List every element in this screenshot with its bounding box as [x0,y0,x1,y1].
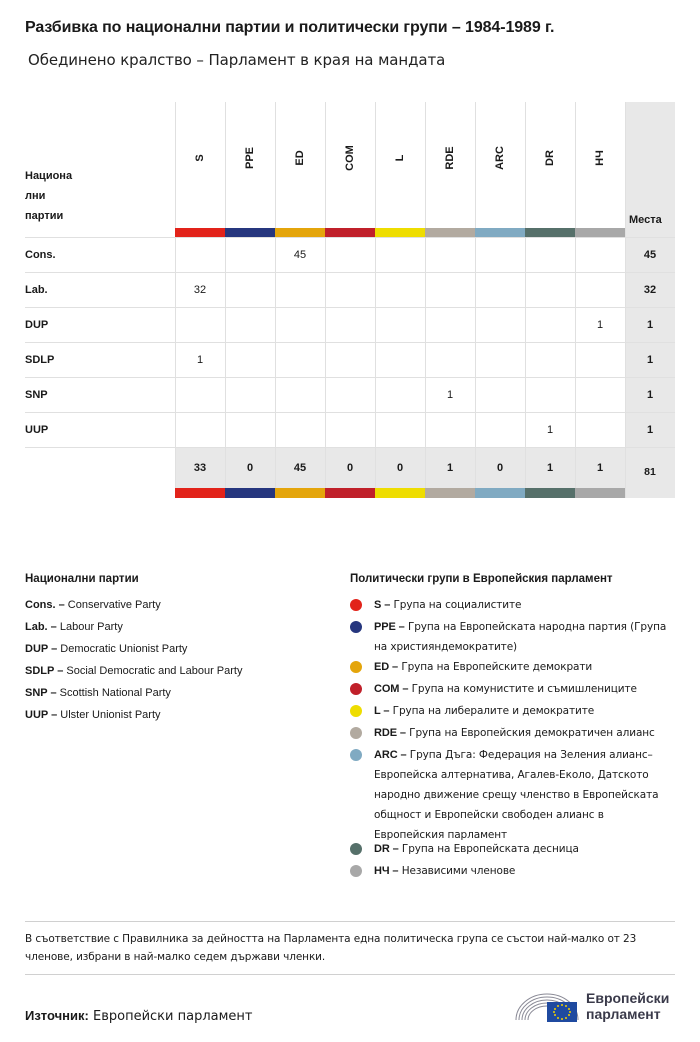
group-header-label: ARC [494,146,506,170]
row-party-label: SDLP [25,354,55,366]
political-group-name: Група на комунистите и съмишлениците [411,683,637,695]
political-group-code: PPE – [374,621,405,633]
group-header-label: ED [294,150,306,166]
group-header-label: PPE [244,147,256,170]
group-header-label: DR [544,150,556,166]
political-group-code: S – [374,599,391,611]
national-party-name: Democratic Unionist Party [60,643,188,655]
national-party-code: SDLP – [25,665,64,677]
column-divider [175,102,176,498]
group-color-dot [350,749,362,761]
grand-total: 81 [644,466,656,478]
row-total: 1 [646,389,654,401]
political-group-code: ARC – [374,749,407,761]
political-group-code: ED – [374,661,399,673]
group-color-bar [225,488,275,498]
total-column-header: Места [629,214,662,226]
row-total: 1 [646,424,654,436]
national-party-item [25,643,187,655]
national-party-code: Lab. – [25,621,57,633]
political-group-text [374,861,676,881]
table-cell: 45 [293,249,307,261]
political-group-code: L – [374,705,390,717]
national-party-item [25,665,242,677]
row-total: 45 [643,249,657,261]
party-header-line: Национа [25,170,73,182]
column-divider [525,102,526,498]
group-header-label: НЧ [594,150,606,166]
row-divider [25,412,675,413]
political-group-text [374,745,676,845]
national-party-code: SNP – [25,687,57,699]
national-party-name: Labour Party [59,621,123,633]
group-color-dot [350,727,362,739]
column-divider [325,102,326,498]
national-party-name: Scottish National Party [59,687,171,699]
column-divider [225,102,226,498]
political-group-text [374,839,676,859]
political-groups-title: Политически групи в Европейския парламент [350,573,613,585]
group-color-bar [375,488,425,498]
national-party-name: Conservative Party [67,599,161,611]
national-party-item [25,709,161,721]
national-party-item [25,599,161,611]
table-cell: 1 [196,354,204,366]
row-party-label: UUP [25,424,49,436]
political-group-name: Група на Европейската народна партия (Група на християндемократите) [374,621,667,653]
group-color-bar [525,488,575,498]
row-party-label: SNP [25,389,48,401]
table-cell: 32 [193,284,207,296]
political-group-name: Група на Европейската десница [401,843,579,855]
row-divider [25,342,675,343]
column-total: 33 [193,462,207,474]
political-group-name: Група на либералите и демократите [392,705,595,717]
column-total: 0 [396,462,404,474]
national-party-item [25,621,123,633]
row-party-label: Lab. [25,284,48,296]
table-cell: 1 [546,424,554,436]
national-party-code: DUP – [25,643,58,655]
parliament-hemicycle-icon [514,986,580,1026]
logo-text [586,990,669,1022]
row-divider [25,237,675,238]
row-divider [25,447,675,448]
column-total: 1 [446,462,454,474]
row-party-label: DUP [25,319,49,331]
logo-line-2: парламент [586,1006,661,1022]
row-divider [25,377,675,378]
group-color-dot [350,683,362,695]
national-parties-title: Национални партии [25,573,139,585]
national-party-item [25,687,171,699]
political-group-code: DR – [374,843,399,855]
source [25,1008,252,1024]
source-value: Европейски парламент [93,1009,253,1024]
ep-logo [514,986,678,1026]
table-cell: 1 [596,319,604,331]
political-group-text [374,679,676,699]
group-header-label: COM [344,145,356,171]
group-header-label: S [194,154,206,162]
column-total: 0 [246,462,254,474]
party-header-line: лни [25,190,46,202]
political-group-code: RDE – [374,727,406,739]
national-party-code: Cons. – [25,599,65,611]
column-total: 1 [546,462,554,474]
group-color-bar [175,488,225,498]
political-group-name: Група на Европейския демократичен алианс [409,727,655,739]
group-color-dot [350,599,362,611]
column-divider [275,102,276,498]
logo-line-1: Европейски [586,990,670,1006]
national-party-code: UUP – [25,709,58,721]
political-group-name: Независими членове [401,865,516,877]
column-divider [425,102,426,498]
column-divider [475,102,476,498]
party-column-header [25,166,85,226]
table-cell: 1 [446,389,454,401]
total-column-bg [625,102,675,498]
group-color-bar [475,488,525,498]
page-subtitle: Обединено кралство – Парламент в края на мандата [28,51,446,69]
political-group-text [374,595,676,615]
column-divider [375,102,376,498]
group-color-dot [350,865,362,877]
divider [25,974,675,975]
national-party-name: Social Democratic and Labour Party [66,665,243,677]
column-total: 1 [596,462,604,474]
political-group-name: Група Дъга: Федерация на Зеления алианс– Европейска алтернатива, Агалев-Еколо, Датското народно движение срещу членство в Европейската общност и Европейски свободен алианс в Европейския парламент [374,749,659,841]
group-color-bar [325,488,375,498]
row-party-label: Cons. [25,249,56,261]
group-color-bar [575,488,625,498]
political-group-text [374,657,676,677]
group-color-bar [275,488,325,498]
column-total: 45 [293,462,307,474]
row-total: 32 [643,284,657,296]
national-party-name: Ulster Unionist Party [60,709,161,721]
row-divider [25,307,675,308]
page-title: Разбивка по национални партии и политически групи – 1984-1989 г. [25,19,555,36]
seats-table [25,102,675,498]
group-color-dot [350,705,362,717]
political-group-name: Група на Европейските демократи [401,661,593,673]
group-color-dot [350,621,362,633]
row-total: 1 [646,319,654,331]
political-group-text [374,723,676,743]
group-color-dot [350,661,362,673]
political-group-name: Група на социалистите [393,599,522,611]
source-label: Източник: [25,1008,89,1023]
row-divider [25,272,675,273]
political-group-code: НЧ – [374,865,399,877]
group-color-dot [350,843,362,855]
group-color-bar [425,488,475,498]
footnote: В съответствие с Правилника за дейността на Парламента една политическа група се състои най-малко от 23 членове, избрани в най-малко седем държави членки. [25,933,637,963]
divider [25,921,675,922]
political-group-code: COM – [374,683,409,695]
party-header-line: партии [25,210,64,222]
row-total: 1 [646,354,654,366]
column-total: 0 [346,462,354,474]
political-group-text [374,617,676,657]
column-divider [625,102,626,498]
column-divider [575,102,576,498]
column-total: 0 [496,462,504,474]
group-header-label: RDE [444,146,456,170]
group-header-label: L [394,154,406,162]
political-group-text [374,701,676,721]
